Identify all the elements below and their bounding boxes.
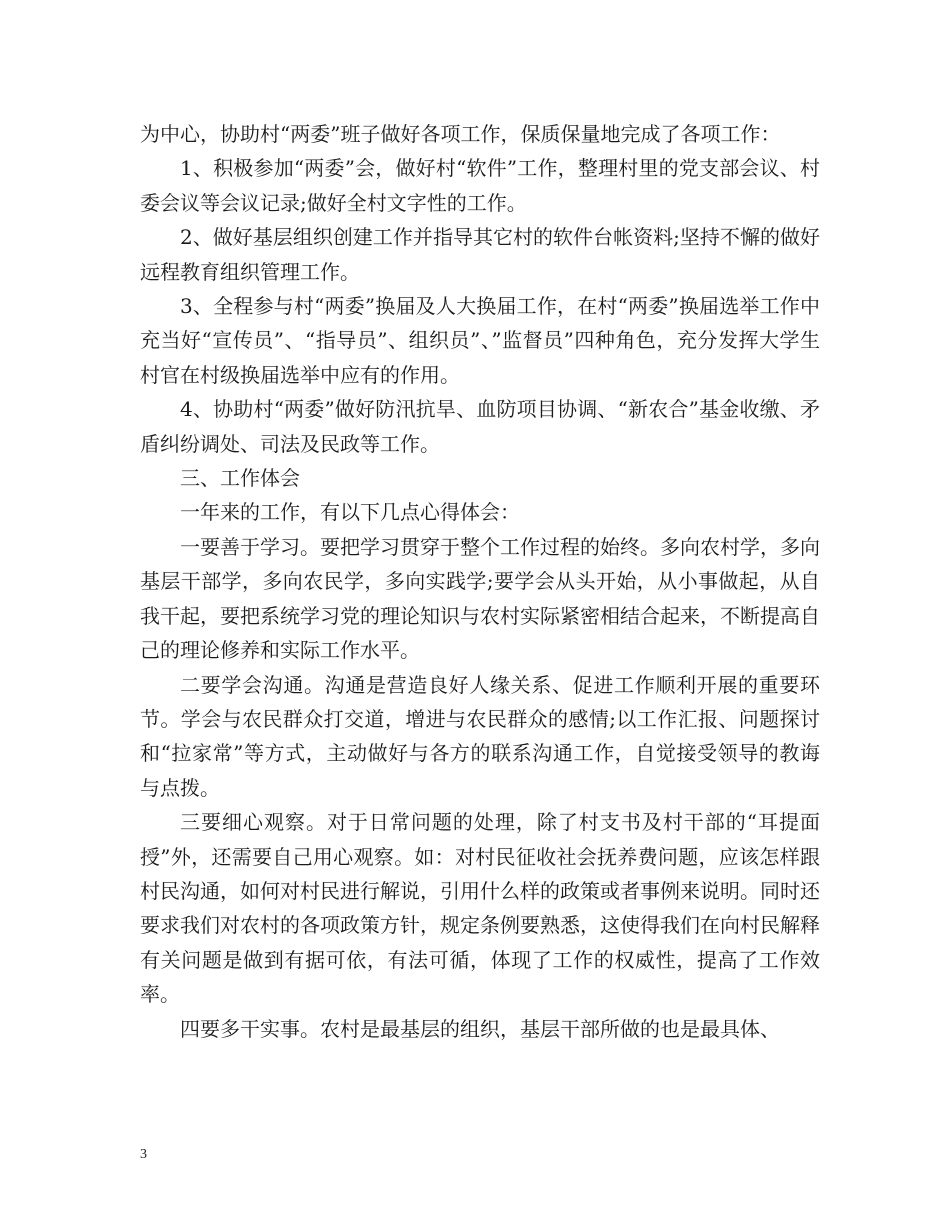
paragraph-item-2: 2、做好基层组织创建工作并指导其它村的软件台帐资料;坚持不懈的做好远程教育组织管理工作。 <box>140 225 820 284</box>
page-number: 3 <box>140 1147 147 1162</box>
paragraph-point-4: 四要多干实事。农村是最基层的组织，基层干部所做的也是最具体、 <box>180 1016 780 1041</box>
section-heading: 三、工作体会 <box>180 466 300 491</box>
paragraph-continuation: 为中心，协助村“两委”班子做好各项工作，保质保量地完成了各项工作： <box>140 122 781 146</box>
paragraph-point-1: 一要善于学习。要把学习贯穿于整个工作过程的始终。多向农村学，多向基层干部学，多向农民学，多向实践学;要学会从头开始，从小事做起，从自我干起，要把系统学习党的理论知识与农村实际紧密相结合起来，不断提高自己的理论修养和实际工作水平。 <box>140 534 820 663</box>
paragraph-point-3: 三要细心观察。对于日常问题的处理，除了村支书及村干部的“耳提面授”外，还需要自己用心观察。如：对村民征收社会抚养费问题，应该怎样跟村民沟通，如何对村民进行解说，引用什么样的政策或者事例来说明。同时还要求我们对农村的各项政策方针，规定条例要熟悉，这使得我们在向村民解释有关问题是做到有据可依，有法可循，体现了工作的权威性，提高了工作效率。 <box>140 810 820 1007</box>
body-text <box>140 117 820 1046</box>
paragraph-point-2: 二要学会沟通。沟通是营造良好人缘关系、促进工作顺利开展的重要环节。学会与农民群众打交道，增进与农民群众的感情;以工作汇报、问题探讨和“拉家常”等方式，主动做好与各方的联系沟通工作，自觉接受领导的教诲与点拨。 <box>140 672 820 800</box>
paragraph-item-3: 3、全程参与村“两委”换届及人大换届工作，在村“两委”换届选举工作中充当好“宣传员”、“指导员”、组织员”、”监督员”四种角色，充分发挥大学生村官在村级换届选举中应有的作用。 <box>140 294 820 387</box>
paragraph-intro: 一年来的工作，有以下几点心得体会： <box>180 500 520 525</box>
paragraph-item-1: 1、积极参加“两委”会，做好村“软件”工作，整理村里的党支部会议、村委会议等会议记录;做好全村文字性的工作。 <box>140 156 820 215</box>
paragraph-item-4: 4、协助村“两委”做好防汛抗旱、血防项目协调、“新农合”基金收缴、矛盾纠纷调处、司法及民政等工作。 <box>140 397 820 456</box>
